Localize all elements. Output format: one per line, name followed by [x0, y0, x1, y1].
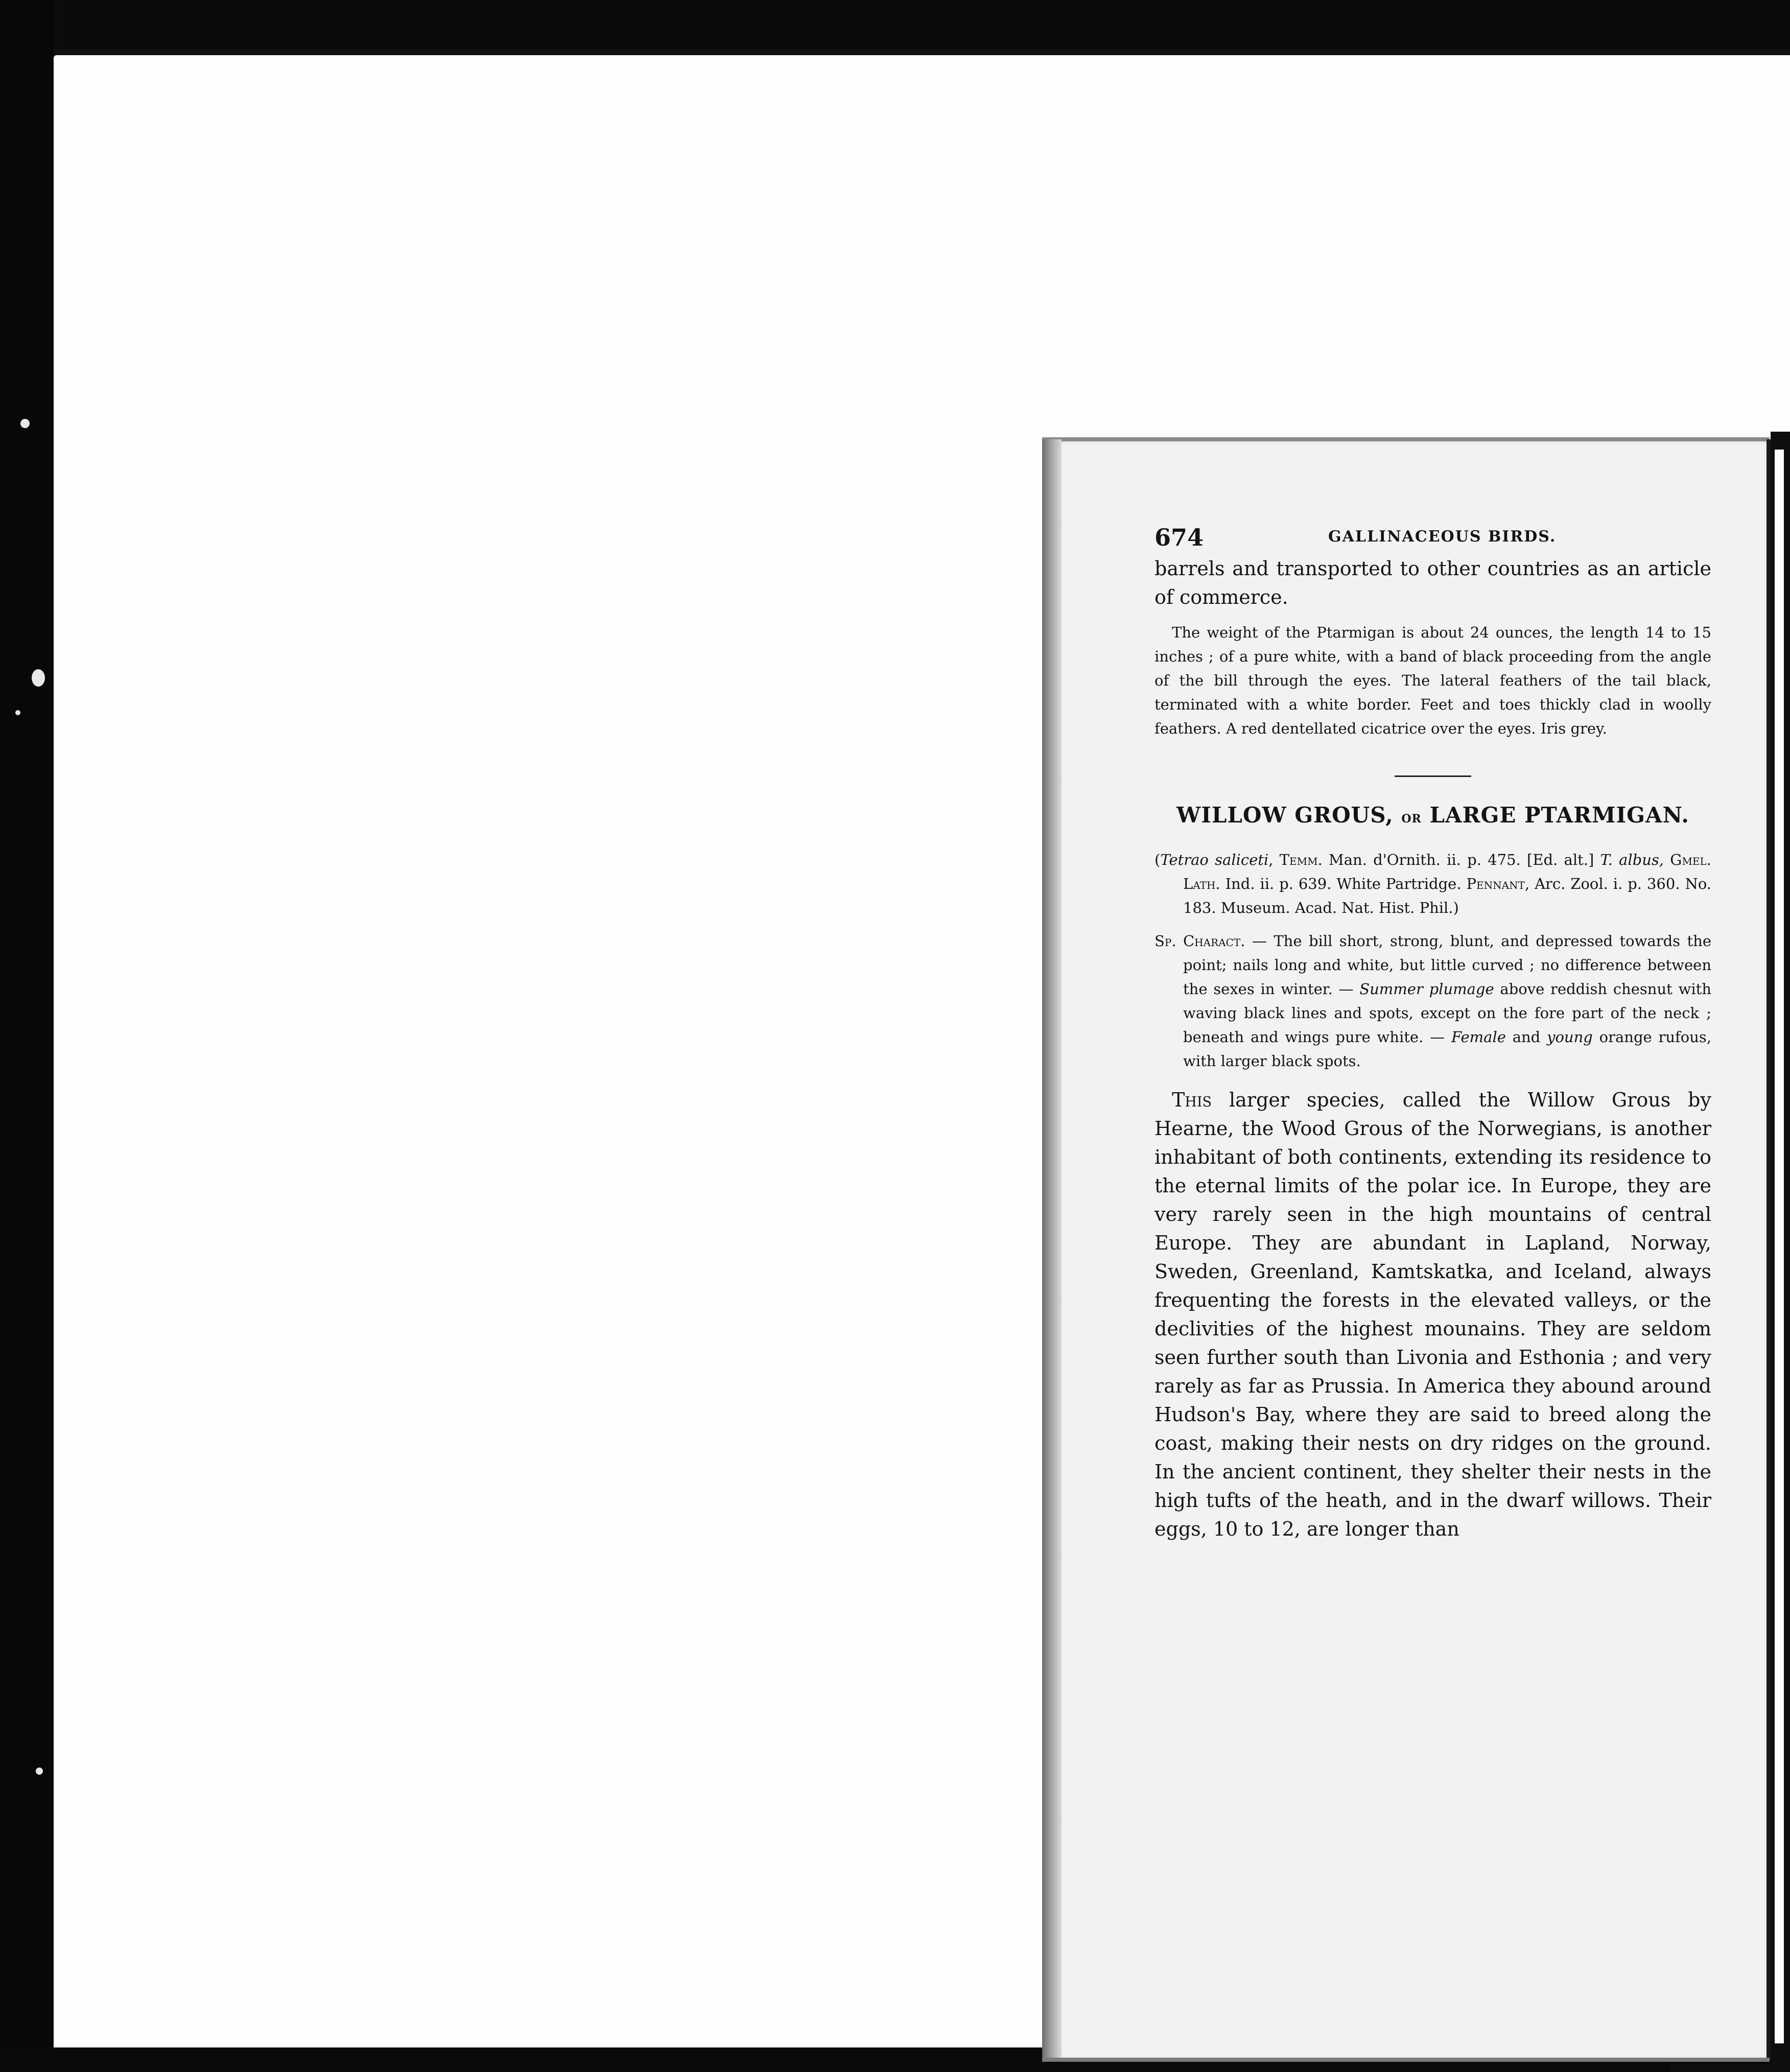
author-temm: Temm. — [1279, 851, 1323, 868]
species-name: Tetrao saliceti — [1160, 851, 1269, 868]
page-text — [1155, 524, 1711, 1543]
page-right-edge — [1767, 439, 1771, 2061]
author-lath: Lath. — [1183, 875, 1220, 892]
characters-text-3: orange rufous, with larger black spots. — [1183, 1028, 1712, 1070]
section-title-or: or — [1401, 807, 1422, 827]
female-label: Female — [1451, 1028, 1506, 1046]
characters-text-1: The bill short, strong, blunt, and depressed towards the point; nails long and white, but little curved ; no difference between the sexes in winter. — — [1183, 932, 1712, 998]
section-divider — [1395, 775, 1471, 777]
running-title: GALLINACEOUS BIRDS. — [1328, 528, 1557, 546]
section-title-part2: LARGE PTARMIGAN. — [1429, 803, 1689, 828]
pennant-reference: Arc. Zool. i. p. 360. No. 183. Museum. Acad. Nat. Hist. Phil.) — [1183, 875, 1712, 916]
body-text: larger species, called the Willow Grous by Hearne, the Wood Grous of the Norwegians, is another inhabitant of both continents, extending its residence to the eternal limits of the polar ice. In Europe, they are very rarely seen in the high mountains of central Europe. They are abundant in Lapland, Norway, Sweden, Greenland, Kamtskatka, and Iceland, always frequenting the forests in the elevated valleys, or the declivities of the highest mounains. They are seldom seen further south than Livonia and Esthonia ; and very rarely as far as Prussia. In America they abound around Hudson's Bay, where they are said to breed along the coast, making their nests on dry ridges on the ground. In the ancient continent, they shelter their nests in the high tufts of the heath, and in the dwarf willows. Their eggs, 10 to 12, are longer than — [1155, 1089, 1711, 1540]
scan-speck — [20, 419, 30, 428]
page-number: 674 — [1155, 524, 1204, 551]
scan-speck — [32, 669, 45, 687]
section-title — [1155, 803, 1711, 828]
page-bottom-edge — [1042, 2058, 1770, 2062]
scan-left-border — [0, 0, 54, 2072]
continuation-paragraph: barrels and transported to other countries as an article of commerce. — [1155, 557, 1711, 608]
running-head — [1155, 524, 1711, 554]
characters-text-2: above reddish chesnut with waving black lines and spots, except on the fore part of the neck ; beneath and wings pure white. — — [1183, 980, 1711, 1046]
synonyms-open: ( — [1155, 851, 1161, 868]
specific-characters — [1155, 929, 1711, 1073]
author-gmel: Gmel. — [1670, 851, 1712, 868]
opposite-page-gap — [1775, 450, 1784, 2043]
ptarmigan-description: The weight of the Ptarmigan is about 24 ounces, the length 14 to 15 inches ; of a pure white, with a band of black proceeding from the angle of the bill through the eyes. The lateral feathers of the tail black, terminated with a white border. Feet and toes thickly clad in woolly feathers. A red dentellated cicatrice over the eyes. Iris grey. — [1155, 624, 1711, 737]
scan-speck — [36, 1768, 43, 1775]
and-word: and — [1512, 1028, 1541, 1046]
temm-reference: Man. d'Ornith. ii. p. 475. [Ed. alt.] — [1329, 851, 1594, 868]
synonym-albus: T. albus, — [1600, 851, 1664, 868]
scan-speck — [15, 710, 20, 715]
synonyms-paragraph: (Tetrao saliceti, Temm. Man. d'Ornith. ii. p. 475. [Ed. alt.] T. albus, Gmel. Lath. Ind. ii. p. 639. White Partridge. Pennant, Arc. Zool. i. p. 360. No. 183. Museum. Acad. Nat. Hist. Phil.) — [1155, 851, 1712, 916]
page-top-edge — [1042, 437, 1770, 441]
young-label: young — [1547, 1028, 1593, 1046]
author-pennant: Pennant, — [1466, 875, 1530, 892]
body-lead-word: This — [1172, 1089, 1212, 1111]
body-paragraph — [1155, 1086, 1711, 1543]
characters-label: Sp. Charact. — — [1155, 932, 1267, 950]
section-title-part1: WILLOW GROUS, — [1176, 803, 1394, 828]
page-shadow-bar — [1670, 2064, 1790, 2072]
summer-plumage-label: Summer plumage — [1359, 980, 1494, 998]
lath-reference: Ind. ii. p. 639. White Partridge. — [1225, 875, 1462, 892]
page-binding-edge — [1042, 439, 1062, 2061]
